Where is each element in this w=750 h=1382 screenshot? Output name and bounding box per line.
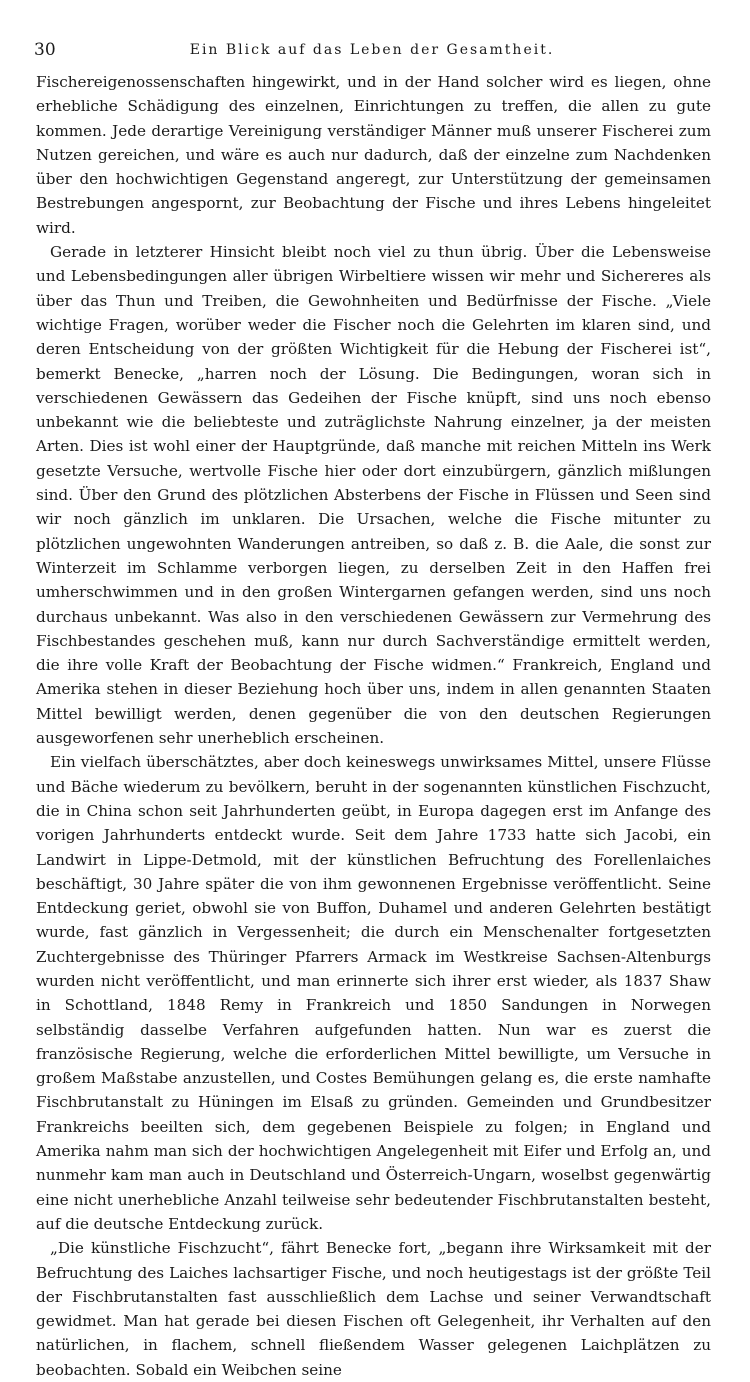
paragraph: Ein vielfach überschätztes, aber doch keineswegs unwirksames Mittel, unsere Flüsse und Bäche wiederum zu bevölkern, beruht in der sogenannten künstlichen Fischzucht, die in China schon seit Jahrhunderten geübt, in Europa dagegen erst im Anfange des vorigen Jahrhunderts entdeckt wurde. Seit dem Jahre 1733 hatte sich Jacobi, ein Landwirt in Lippe-Detmold, mit der künstlichen Befruchtung des Forellenlaiches beschäftigt, 30 Jahre später die von ihm gewonnenen Ergebnisse veröffentlicht. Seine Entdeckung geriet, obwohl sie von Buffon, Duhamel und anderen Gelehrten bestätigt wurde, fast gänzlich in Vergessenheit; die durch ein Menschenalter fortgesetzten Zuchtergebnisse des Thüringer Pfarrers Armack im Westkreise Sachsen-Altenburgs wurden nicht veröffentlicht, und man erinnerte sich ihrer erst wieder, als 1837 Shaw in Schottland, 1848 Remy in Frankreich und 1850 Sandungen in Norwegen selbständig dasselbe Verfahren aufgefunden hatten. Nun war es zuerst die französische Regierung, welche die erforderlichen Mittel bewilligte, um Versuche in großem Maßstabe anzustellen, und Costes Bemühungen gelang es, die erste namhafte Fischbrutanstalt zu Hüningen im Elsaß zu gründen. Gemeinden und Grundbesitzer Frankreichs beeilten sich, dem gegebenen Beispiele zu folgen; in England und Amerika nahm man sich der hochwichtigen Angelegenheit mit Eifer und Erfolg an, und nunmehr kam man auch in Deutschland und Österreich-Ungarn, woselbst gegenwärtig eine nicht unerhebliche Anzahl teilweise sehr bedeutender Fischbrutanstalten besteht, auf die deutsche Entdeckung zurück.	[36, 753, 711, 1233]
paragraph-continuation: Fischereigenossenschaften hingewirkt, und in der Hand solcher wird es liegen, ohne erhebliche Schädigung des einzelnen, Einrichtungen zu treffen, die allen zu gute kommen. Jede derartige Vereinigung verständiger Männer muß unserer Fischerei zum Nutzen gereichen, und wäre es auch nur dadurch, daß der einzelne zum Nachdenken über den hochwichtigen Gegenstand angeregt, zur Unterstützung der gemeinsamen Bestrebungen angespornt, zur Beobachtung der Fische und ihres Lebens hingeleitet wird.	[36, 73, 711, 237]
page-number: 30	[34, 40, 56, 60]
paragraph: „Die künstliche Fischzucht“, fährt Benecke fort, „begann ihre Wirksamkeit mit der Befruchtung des Laiches lachsartiger Fische, und noch heutigestags ist der größte Teil der Fischbrutanstalten fast ausschließlich dem Lachse und seiner Verwandtschaft gewidmet. Man hat gerade bei diesen Fischen oft Gelegenheit, ihr Verhalten auf den natürlichen, in flachem, schnell fließendem Wasser gelegenen Laichplätzen zu beobachten. Sobald ein Weibchen seine	[36, 1239, 711, 1379]
page-header	[34, 40, 710, 64]
paragraph: Gerade in letzterer Hinsicht bleibt noch viel zu thun übrig. Über die Lebensweise und Lebensbedingungen aller übrigen Wirbeltiere wissen wir mehr und Sichereres als über das Thun und Treiben, die Gewohnheiten und Bedürfnisse der Fische. „Viele wichtige Fragen, worüber weder die Fischer noch die Gelehrten im klaren sind, und deren Entscheidung von der größten Wichtigkeit für die Hebung der Fischerei ist“, bemerkt Benecke, „harren noch der Lösung. Die Bedingungen, woran sich in verschiedenen Gewässern das Gedeihen der Fische knüpft, sind uns noch ebenso unbekannt wie die beliebteste und zuträglichste Nahrung einzelner, ja der meisten Arten. Dies ist wohl einer der Hauptgründe, daß manche mit reichen Mitteln ins Werk gesetzte Versuche, wertvolle Fische hier oder dort einzubürgern, gänzlich mißlungen sind. Über den Grund des plötzlichen Absterbens der Fische in Flüssen und Seen sind wir noch gänzlich im unklaren. Die Ursachen, welche die Fische mitunter zu plötzlichen ungewohnten Wanderungen antreiben, so daß z. B. die Aale, die sonst zur Winterzeit im Schlamme verborgen liegen, zu derselben Zeit in den Haffen frei umherschwimmen und in den großen Wintergarnen gefangen werden, sind uns noch durchaus unbekannt. Was also in den verschiedenen Gewässern zur Vermehrung des Fischbestandes geschehen muß, kann nur durch Sachverständige ermittelt werden, die ihre volle Kraft der Beobachtung der Fische widmen.“ Frankreich, England und Amerika stehen in dieser Beziehung hoch über uns, indem in allen genannten Staaten Mittel bewilligt werden, denen gegenüber die von den deutschen Regierungen ausgeworfenen sehr unerheblich erscheinen.	[36, 243, 711, 748]
body-text	[36, 70, 711, 1382]
running-title: Ein Blick auf das Leben der Gesamtheit.	[189, 42, 555, 58]
